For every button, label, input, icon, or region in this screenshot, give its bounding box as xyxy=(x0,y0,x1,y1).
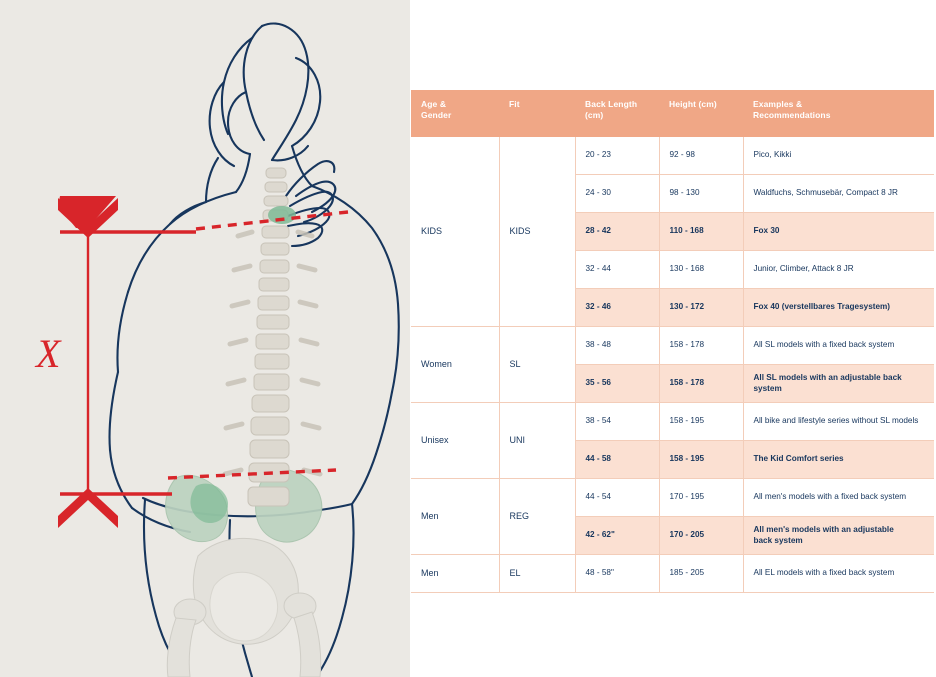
cell-examples: All men's models with an adjustable back system xyxy=(743,517,934,555)
size-table-container xyxy=(411,90,934,593)
column-header-examples: Examples & Recommendations xyxy=(743,90,934,137)
cell-height: 130 - 172 xyxy=(659,289,743,327)
cell-fit: EL xyxy=(499,555,575,593)
cell-examples: Fox 30 xyxy=(743,213,934,251)
cell-back-length: 32 - 46 xyxy=(575,289,659,327)
cell-fit: UNI xyxy=(499,403,575,479)
cell-height: 98 - 130 xyxy=(659,175,743,213)
cell-back-length: 42 - 62" xyxy=(575,517,659,555)
cell-examples: All men's models with a fixed back system xyxy=(743,479,934,517)
cell-age-gender: Women xyxy=(411,327,499,403)
table-header-row xyxy=(411,90,934,137)
cell-examples: All SL models with a fixed back system xyxy=(743,327,934,365)
cell-examples: All bike and lifestyle series without SL models xyxy=(743,403,934,441)
back-anatomy-illustration xyxy=(0,0,410,677)
cell-height: 92 - 98 xyxy=(659,137,743,175)
cell-fit: REG xyxy=(499,479,575,555)
size-table xyxy=(411,90,934,593)
cell-age-gender: KIDS xyxy=(411,137,499,327)
size-table-body xyxy=(411,137,934,593)
cell-back-length: 35 - 56 xyxy=(575,365,659,403)
cell-age-gender: Unisex xyxy=(411,403,499,479)
cell-height: 158 - 195 xyxy=(659,441,743,479)
cell-examples: Waldfuchs, Schmusebär, Compact 8 JR xyxy=(743,175,934,213)
c7-marker xyxy=(268,206,296,224)
cell-height: 110 - 168 xyxy=(659,213,743,251)
table-row xyxy=(411,555,934,593)
cell-examples: The Kid Comfort series xyxy=(743,441,934,479)
cell-examples: Fox 40 (verstellbares Tragesystem) xyxy=(743,289,934,327)
cell-age-gender: Men xyxy=(411,555,499,593)
cell-examples: All EL models with a fixed back system xyxy=(743,555,934,593)
cell-back-length: 38 - 48 xyxy=(575,327,659,365)
cell-fit: KIDS xyxy=(499,137,575,327)
table-row xyxy=(411,479,934,517)
column-header-age-gender: Age & Gender xyxy=(411,90,499,137)
illustration-panel xyxy=(0,0,410,677)
cell-height: 158 - 195 xyxy=(659,403,743,441)
cell-height: 158 - 178 xyxy=(659,327,743,365)
cell-height: 158 - 178 xyxy=(659,365,743,403)
column-header-fit: Fit xyxy=(499,90,575,137)
table-row xyxy=(411,403,934,441)
table-row xyxy=(411,327,934,365)
cell-back-length: 24 - 30 xyxy=(575,175,659,213)
cell-fit: SL xyxy=(499,327,575,403)
cell-age-gender: Men xyxy=(411,479,499,555)
cell-back-length: 44 - 58 xyxy=(575,441,659,479)
cell-back-length: 28 - 42 xyxy=(575,213,659,251)
cell-examples: Junior, Climber, Attack 8 JR xyxy=(743,251,934,289)
cell-back-length: 20 - 23 xyxy=(575,137,659,175)
cell-back-length: 32 - 44 xyxy=(575,251,659,289)
table-row xyxy=(411,137,934,175)
column-header-height: Height (cm) xyxy=(659,90,743,137)
cell-examples: Pico, Kikki xyxy=(743,137,934,175)
cell-height: 170 - 195 xyxy=(659,479,743,517)
cell-back-length: 44 - 54 xyxy=(575,479,659,517)
cell-back-length: 38 - 54 xyxy=(575,403,659,441)
measurement-label-x: X xyxy=(36,331,61,376)
cell-height: 185 - 205 xyxy=(659,555,743,593)
cell-back-length: 48 - 58" xyxy=(575,555,659,593)
column-header-back-length: Back Length (cm) xyxy=(575,90,659,137)
cell-examples: All SL models with an adjustable back system xyxy=(743,365,934,403)
cell-height: 170 - 205 xyxy=(659,517,743,555)
cell-height: 130 - 168 xyxy=(659,251,743,289)
